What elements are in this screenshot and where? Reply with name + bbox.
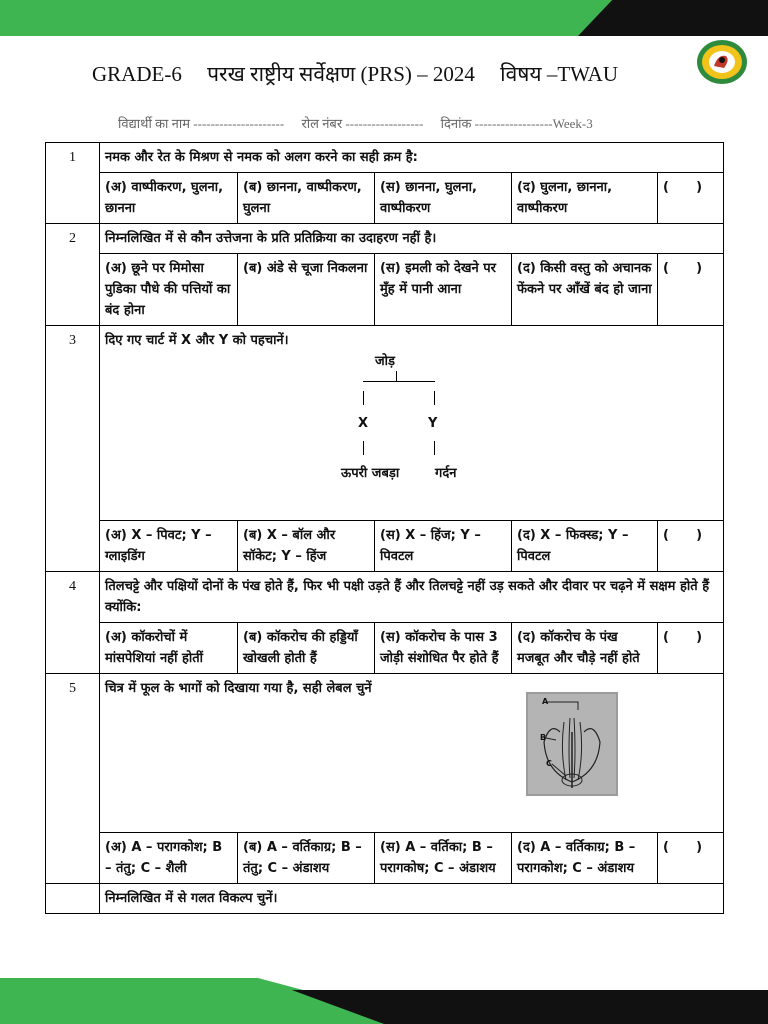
options-row [46,623,724,674]
option-a[interactable]: (अ) कॉकरोचों में मांसपेशियां नहीं होतीं [100,623,238,674]
option-a[interactable]: (अ) X – पिवट; Y – ग्लाइडिंग [100,521,238,572]
question-text: दिए गए चार्ट में X और Y को पहचानें। [105,333,289,348]
question-number: 3 [46,326,100,572]
question-body [100,674,724,833]
student-info-line [118,114,607,132]
page-header [92,60,638,88]
answer-blank[interactable]: ( ) [658,833,724,884]
option-d[interactable]: (द) X – फिक्स्ड; Y – पिवटल [512,521,658,572]
question-row [46,224,724,254]
options-row [46,521,724,572]
option-a[interactable]: (अ) छूने पर मिमोसा पुडिका पौधे की पत्तियों का बंद होना [100,254,238,326]
chart-x-label: X [358,416,369,431]
question-text: निम्नलिखित में से गलत विकल्प चुनें। [100,884,724,914]
option-d[interactable]: (द) घुलना, छानना, वाष्पीकरण [512,173,658,224]
figure-label-c: C [546,759,552,768]
question-text: चित्र में फूल के भागों को दिखाया गया है, सही लेबल चुनें [105,681,372,696]
student-name-field[interactable]: विद्यार्थी का नाम --------------------- [118,116,285,131]
question-row [46,674,724,833]
question-row [46,572,724,623]
survey-title: परख राष्ट्रीय सर्वेक्षण (PRS) – 2024 [207,62,475,86]
question-number: 4 [46,572,100,674]
chart-left-branch [363,391,364,405]
chart-x-example: ऊपरी जबड़ा [341,466,400,481]
question-body [100,326,724,521]
answer-blank[interactable]: ( ) [658,254,724,326]
option-a[interactable]: (अ) A – परागकोश; B – तंतु; C – शैली [100,833,238,884]
question-number [46,884,100,914]
roll-number-field[interactable]: रोल नंबर ------------------ [301,116,424,131]
chart-stem [396,371,397,382]
option-b[interactable]: (ब) X – बॉल और सॉकेट; Y – हिंज [238,521,375,572]
figure-label-b: B [540,733,547,742]
question-row [46,143,724,173]
option-c[interactable]: (स) A – वर्तिका; B – परागकोष; C – अंडाशय [375,833,512,884]
answer-blank[interactable]: ( ) [658,623,724,674]
school-logo-icon [696,38,748,86]
subject-label: विषय –TWAU [500,62,618,86]
option-d[interactable]: (द) किसी वस्तु को अचानक फेंकने पर आँखें बंद हो जाना [512,254,658,326]
options-row [46,254,724,326]
option-c[interactable]: (स) छानना, घुलना, वाष्पीकरण [375,173,512,224]
chart-y-example: गर्दन [435,466,457,481]
answer-blank[interactable]: ( ) [658,173,724,224]
chart-right-lower [434,441,435,455]
option-b[interactable]: (ब) छानना, वाष्पीकरण, घुलना [238,173,375,224]
option-d[interactable]: (द) कॉकरोच के पंख मजबूत और चौड़े नहीं होते [512,623,658,674]
option-b[interactable]: (ब) A – वर्तिकाग्र; B – तंतु; C – अंडाशय [238,833,375,884]
option-c[interactable]: (स) इमली को देखने पर मुँह में पानी आना [375,254,512,326]
question-text: नमक और रेत के मिश्रण से नमक को अलग करने का सही क्रम है: [100,143,724,173]
options-row [46,173,724,224]
grade-label: GRADE-6 [92,62,182,86]
option-a[interactable]: (अ) वाष्पीकरण, घुलना, छानना [100,173,238,224]
question-number: 1 [46,143,100,224]
question-row [46,326,724,521]
joint-chart [105,351,718,516]
date-week-field[interactable]: दिनांक ------------------Week-3 [440,116,593,131]
flower-parts-figure [526,692,618,796]
question-text: तिलचट्टे और पक्षियों दोनों के पंख होते हैं, फिर भी पक्षी उड़ते हैं और तिलचट्टे नहीं उड़ सकते और दीवार पर चढ़ने में सक्षम होते हैं क्योंकि: [100,572,724,623]
question-number: 5 [46,674,100,884]
question-number: 2 [46,224,100,326]
question-text: निम्नलिखित में से कौन उत्तेजना के प्रति प्रतिक्रिया का उदाहरण नहीं है। [100,224,724,254]
option-b[interactable]: (ब) कॉकरोच की हड्डियाँ खोखली होती हैं [238,623,375,674]
chart-hline [363,381,435,382]
question-row [46,884,724,914]
answer-blank[interactable]: ( ) [658,521,724,572]
options-row [46,833,724,884]
option-b[interactable]: (ब) अंडे से चूजा निकलना [238,254,375,326]
chart-right-branch [434,391,435,405]
chart-y-label: Y [428,416,438,431]
question-table [45,142,724,914]
chart-left-lower [363,441,364,455]
chart-top-label: जोड़ [375,354,395,369]
option-c[interactable]: (स) कॉकरोच के पास 3 जोड़ी संशोधित पैर होते हैं [375,623,512,674]
figure-label-a: A [542,697,549,706]
option-d[interactable]: (द) A – वर्तिकाग्र; B – परागकोश; C – अंडाशय [512,833,658,884]
option-c[interactable]: (स) X – हिंज; Y – पिवटल [375,521,512,572]
